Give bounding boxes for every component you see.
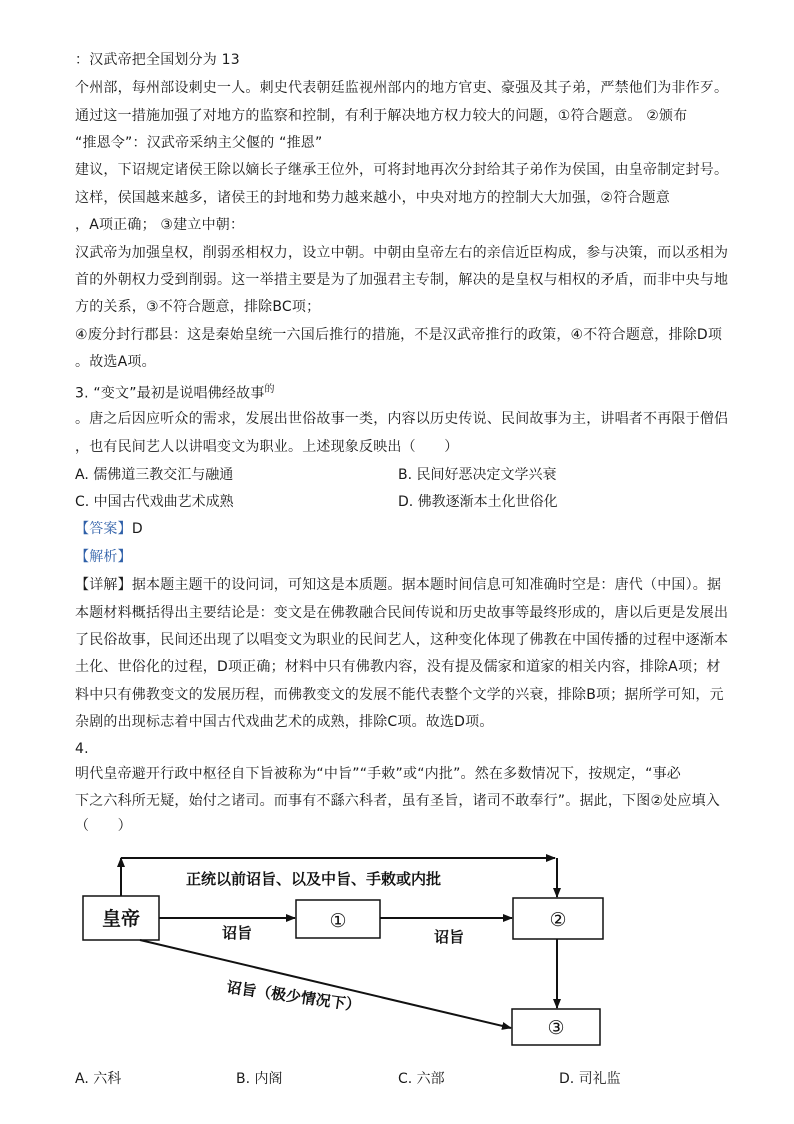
analysis-line: 建议，下诏规定诸侯王除以嫡长子继承王位外，可将封地再次分封给其子弟作为侯国，由皇帝制定封号。: [75, 162, 729, 178]
option-a: A. 儒佛道三教交汇与融通: [75, 467, 234, 483]
detail-line: 土化、世俗化的过程，D项正确；材料中只有佛教内容，没有提及儒家和道家的相关内容，排除A项；材: [75, 659, 721, 675]
question-4-stem: 明代皇帝避开行政中枢径自下旨被称为“中旨”“手敕”或“内批”。然在多数情况下，按规定，“事必: [75, 766, 681, 782]
option-c: C. 中国古代戏曲艺术成熟: [75, 494, 234, 510]
analysis-line: “推恩令”：汉武帝采纳主父偃的 “推恩”: [75, 135, 323, 151]
question-3-stem: 3. “变文”最初是说唱佛经故事$^的$: [75, 384, 275, 402]
question-4-stem: 下之六科所无疑，始付之诸司。而事有不繇六科者，虽有圣旨，诸司不敢奉行”。据此，下图②处应填入: [75, 793, 721, 809]
top-route-label: 正统以前诏旨、以及中旨、手敕或内批: [186, 870, 442, 888]
question-3-stem: ，也有民间艺人以讲唱变文为职业。上述现象反映出（ ）: [75, 439, 459, 455]
emperor-label: 皇帝: [101, 908, 141, 930]
box-1-label: ①: [329, 910, 347, 932]
q4-option-a: A. 六科: [75, 1071, 122, 1087]
analysis-line: 汉武帝为加强皇权，削弱丞相权力，设立中朝。中朝由皇帝左右的亲信近臣构成，参与决策，而以丞相为: [75, 245, 729, 261]
q4-option-b: B. 内阁: [236, 1071, 283, 1087]
analysis-line: 通过这一措施加强了对地方的监察和控制，有利于解决地方权力较大的问题，①符合题意。 ②颁布: [75, 108, 688, 124]
q4-option-c: C. 六部: [398, 1071, 445, 1087]
answer-value: D: [131, 521, 143, 537]
analysis-line: 。故选A项。: [75, 354, 156, 370]
analysis-line: ：汉武帝把全国划分为 13: [75, 52, 240, 68]
edict-label-1: 诏旨: [222, 924, 253, 942]
analysis-tag: 【解析】: [75, 549, 132, 565]
diagonal-label: 诏旨（极少情况下）: [225, 978, 362, 1015]
question-3-stem: 。唐之后因应听众的需求，发展出世俗故事一类，内容以历史传说、民间故事为主，讲唱者不再限于僧侣: [75, 411, 729, 427]
box-2-label: ②: [549, 909, 567, 931]
detail-line: 料中只有佛教变文的发展历程，而佛教变文的发展不能代表整个文学的兴衰，排除B项；据所学可知，元: [75, 687, 724, 703]
analysis-line: 首的外朝权力受到削弱。这一举措主要是为了加强君主专制，解决的是皇权与相权的矛盾，而非中央与地: [75, 272, 729, 288]
question-4-stem: （ ）: [75, 818, 132, 834]
analysis-line: 个州部，每州部设刺史一人。刺史代表朝廷监视州部内的地方官吏、豪强及其子弟，严禁他们为非作歹。: [75, 80, 729, 96]
analysis-line: 这样，侯国越来越多，诸侯王的封地和势力越来越小，中央对地方的控制大大加强，②符合题意: [75, 190, 670, 206]
detail-tag: 【详解】: [75, 577, 132, 593]
option-d: D. 佛教逐渐本土化世俗化: [398, 494, 558, 510]
detail-line: 了民俗故事，民间还出现了以唱变文为职业的民间艺人，这种变化体现了佛教在中国传播的过程中逐渐本: [75, 632, 729, 648]
edict-label-2: 诏旨: [434, 928, 465, 946]
detail-line: 杂剧的出现标志着中国古代戏曲艺术的成熟，排除C项。故选D项。: [75, 714, 494, 730]
option-b: B. 民间好恶决定文学兴衰: [398, 467, 557, 483]
analysis-line: 方的关系，③不符合题意，排除BC项；: [75, 299, 321, 315]
analysis-line: ，A项正确； ③建立中朝：: [75, 217, 245, 233]
analysis-line: ④废分封行郡县：这是秦始皇统一六国后推行的措施，不是汉武帝推行的政策，④不符合题意，排除D项: [75, 327, 723, 343]
box-3-label: ③: [547, 1017, 565, 1039]
question-4-number: 4.: [75, 741, 89, 757]
answer-tag: 【答案】: [75, 521, 132, 537]
detail-line: 【详解】据本题主题干的设问词，可知这是本质题。据本题时间信息可知准确时空是：唐代（中国）。据: [75, 577, 722, 593]
detail-line: 本题材料概括得出主要结论是：变文是在佛教融合民间传说和历史故事等最终形成的，唐以后更是发展出: [75, 605, 729, 621]
q4-option-d: D. 司礼监: [559, 1071, 621, 1087]
diagonal-arrow: [140, 940, 511, 1028]
